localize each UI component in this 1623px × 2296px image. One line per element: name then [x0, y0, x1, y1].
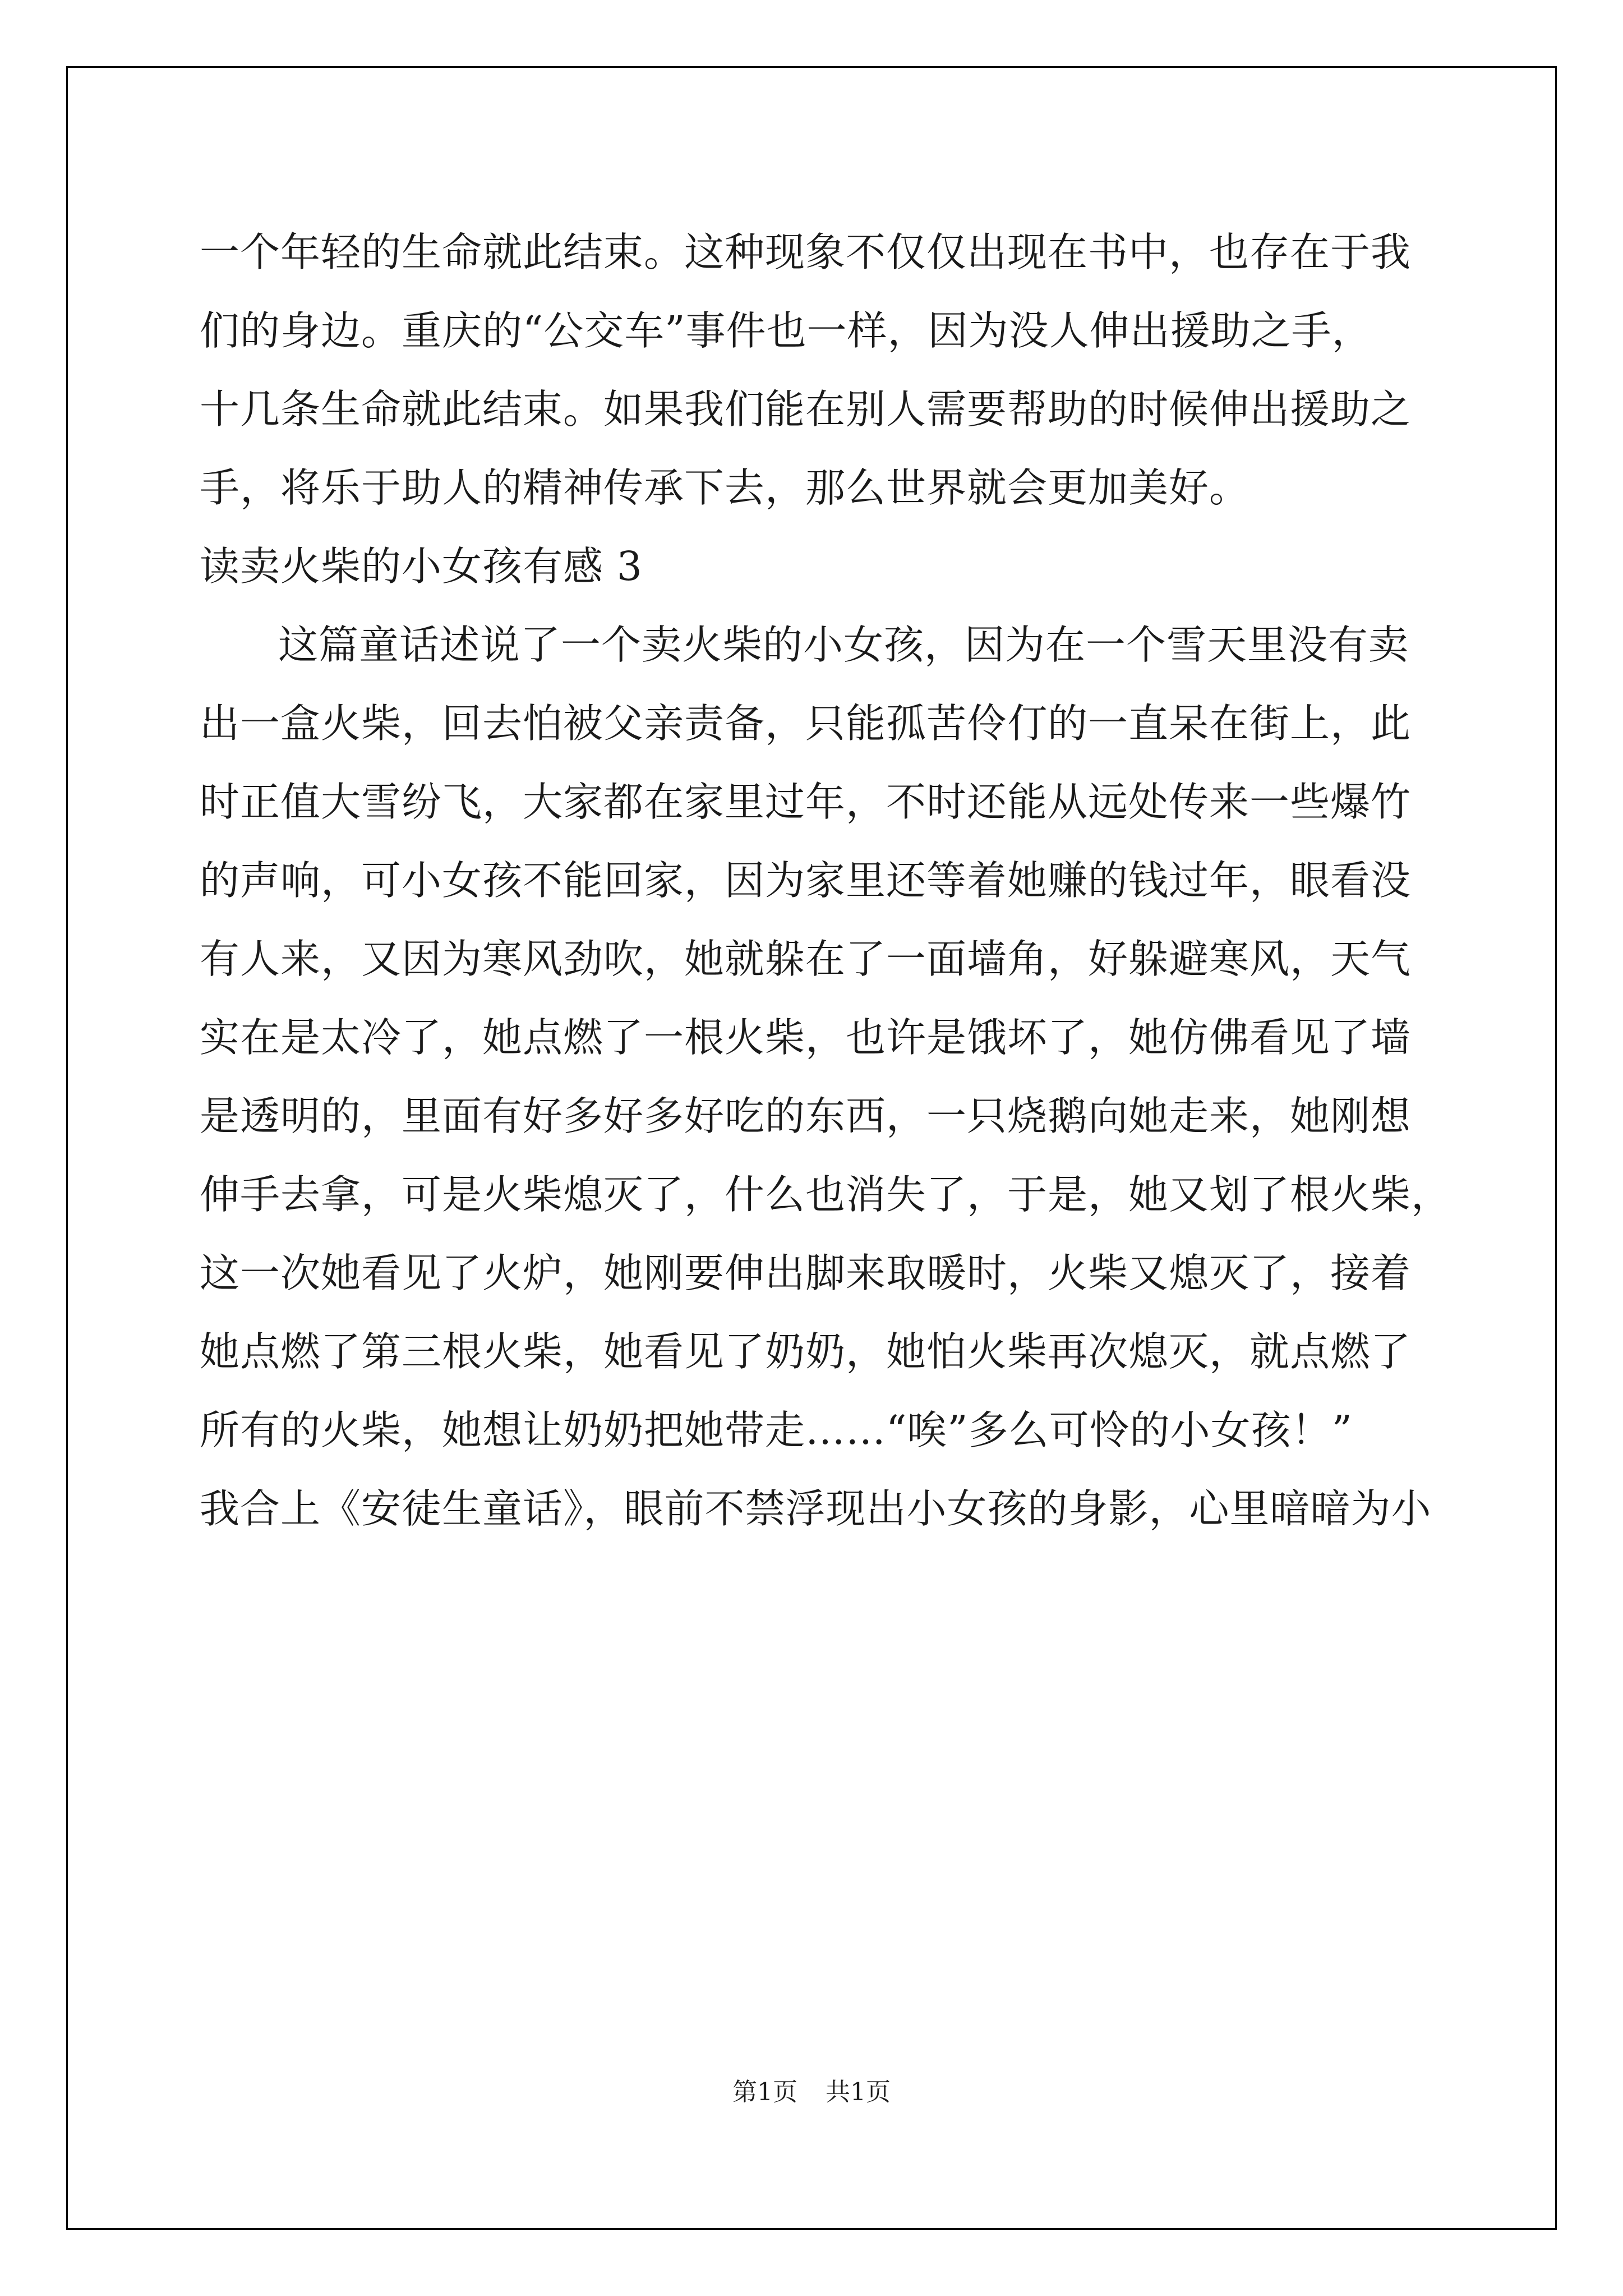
text-line: 的声响，可小女孩不能回家，因为家里还等着她赚的钱过年，眼看没 [200, 857, 1412, 904]
text-line: 这篇童话述说了一个卖火柴的小女孩，因为在一个雪天里没有卖 [278, 622, 1409, 668]
section-title: 读卖火柴的小女孩有感 3 [200, 543, 643, 590]
text-line: 我合上《安徒生童话》，眼前不禁浮现出小女孩的身影，心里暗暗为小 [200, 1485, 1432, 1532]
text-line: 伸手去拿，可是火柴熄灭了，什么也消失了，于是，她又划了根火柴， [200, 1171, 1452, 1218]
text-line: 时正值大雪纷飞，大家都在家里过年，不时还能从远处传来一些爆竹 [200, 779, 1412, 825]
text-line: 十几条生命就此结束。如果我们能在别人需要帮助的时候伸出援助之 [200, 386, 1412, 432]
text-line: 她点燃了第三根火柴，她看见了奶奶，她怕火柴再次熄灭，就点燃了 [200, 1328, 1412, 1375]
text-line: 这一次她看见了火炉，她刚要伸出脚来取暖时，火柴又熄灭了，接着 [200, 1250, 1412, 1296]
page-footer [0, 2076, 1623, 2109]
page-total: 共1页 [826, 2078, 891, 2106]
text-line: 一个年轻的生命就此结束。这种现象不仅仅出现在书中，也存在于我 [200, 229, 1412, 275]
text-line: 们的身边。重庆的“公交车”事件也一样，因为没人伸出援助之手， [200, 307, 1372, 354]
text-line: 手，将乐于助人的精神传承下去，那么世界就会更加美好。 [200, 464, 1250, 511]
text-line: 实在是太冷了，她点燃了一根火柴，也许是饿坏了，她仿佛看见了墙 [200, 1014, 1412, 1061]
page-number: 第1页 [732, 2078, 797, 2106]
text-line: 出一盒火柴，回去怕被父亲责备，只能孤苦伶仃的一直呆在街上，此 [200, 700, 1412, 747]
text-line: 所有的火柴，她想让奶奶把她带走……“唉”多么可怜的小女孩！” [200, 1407, 1353, 1453]
text-line: 有人来，又因为寒风劲吹，她就躲在了一面墙角，好躲避寒风，天气 [200, 936, 1412, 982]
text-line: 是透明的，里面有好多好多好吃的东西，一只烧鹅向她走来，她刚想 [200, 1093, 1412, 1139]
